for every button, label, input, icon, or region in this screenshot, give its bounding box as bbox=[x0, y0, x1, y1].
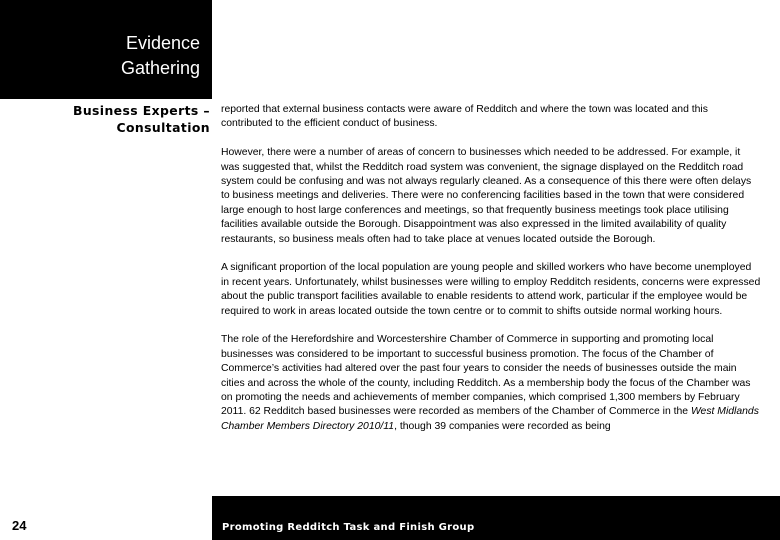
paragraph-3: A significant proportion of the local population are young people and skilled workers who have become unemployed in recent years. Unfortunately, whilst businesses were willing to employ Redditch residents, concerns were expressed about the public transport facilities available to enable residents to attend work, particular if the employee would be required to work in areas located outside the town centre or to commit to shifts outside normal working hours. bbox=[221, 262, 761, 317]
body-text bbox=[221, 103, 761, 449]
footer-text: Promoting Redditch Task and Finish Group bbox=[222, 522, 475, 533]
section-title-line2: Gathering bbox=[120, 58, 200, 78]
paragraph-4 bbox=[221, 333, 761, 434]
paragraph-2: However, there were a number of areas of concern to businesses which needed to be addressed. For example, it was suggested that, whilst the Redditch road system was convenient, the signage displayed on the Redditch road system could be confusing and was not always regularly cleaned. As a consequence of this there were often delays to business meetings and deliveries. There were no conferencing facilities based in the town that were considered large enough to host large conferences and meetings, so that frequently business meetings took place utilising facilities available outside the Borough. Disappointment was also expressed in the limited availability of quality restaurants, so business meals often had to take place at venues located outside the Borough. bbox=[221, 147, 752, 245]
directory-title: West Midlands Chamber Members Directory 2010/11 bbox=[221, 406, 759, 432]
side-heading-line1: Business Experts – bbox=[72, 103, 210, 118]
paragraph-4-start: The role of the Herefordshire and Worcestershire Chamber of Commerce in supporting and promoting local businesses was considered to be important to successful business promotion. The focus of the Chamber of Commerce’s activities had altered over the past four years to consider the needs of businesses outside the main cities and across the whole of the county, including Redditch. As a membership body the focus of the Chamber was on promoting the needs and achievements of member companies, which comprised 1,300 members by February 2011. 62 Redditch based businesses were recorded as members of the Chamber of Commerce in the bbox=[221, 334, 751, 418]
side-heading-line2: Consultation bbox=[116, 120, 210, 135]
paragraph-4-end: , though 39 companies were recorded as being bbox=[394, 420, 611, 432]
side-heading bbox=[0, 102, 210, 136]
section-header-box bbox=[0, 0, 212, 99]
section-title bbox=[121, 31, 200, 81]
page-number: 24 bbox=[12, 518, 27, 533]
footer-bar bbox=[212, 496, 780, 540]
paragraph-1: reported that external business contacts were aware of Redditch and where the town was located and this contributed to the efficient conduct of business. bbox=[221, 104, 708, 130]
section-title-line1: Evidence bbox=[125, 33, 200, 53]
